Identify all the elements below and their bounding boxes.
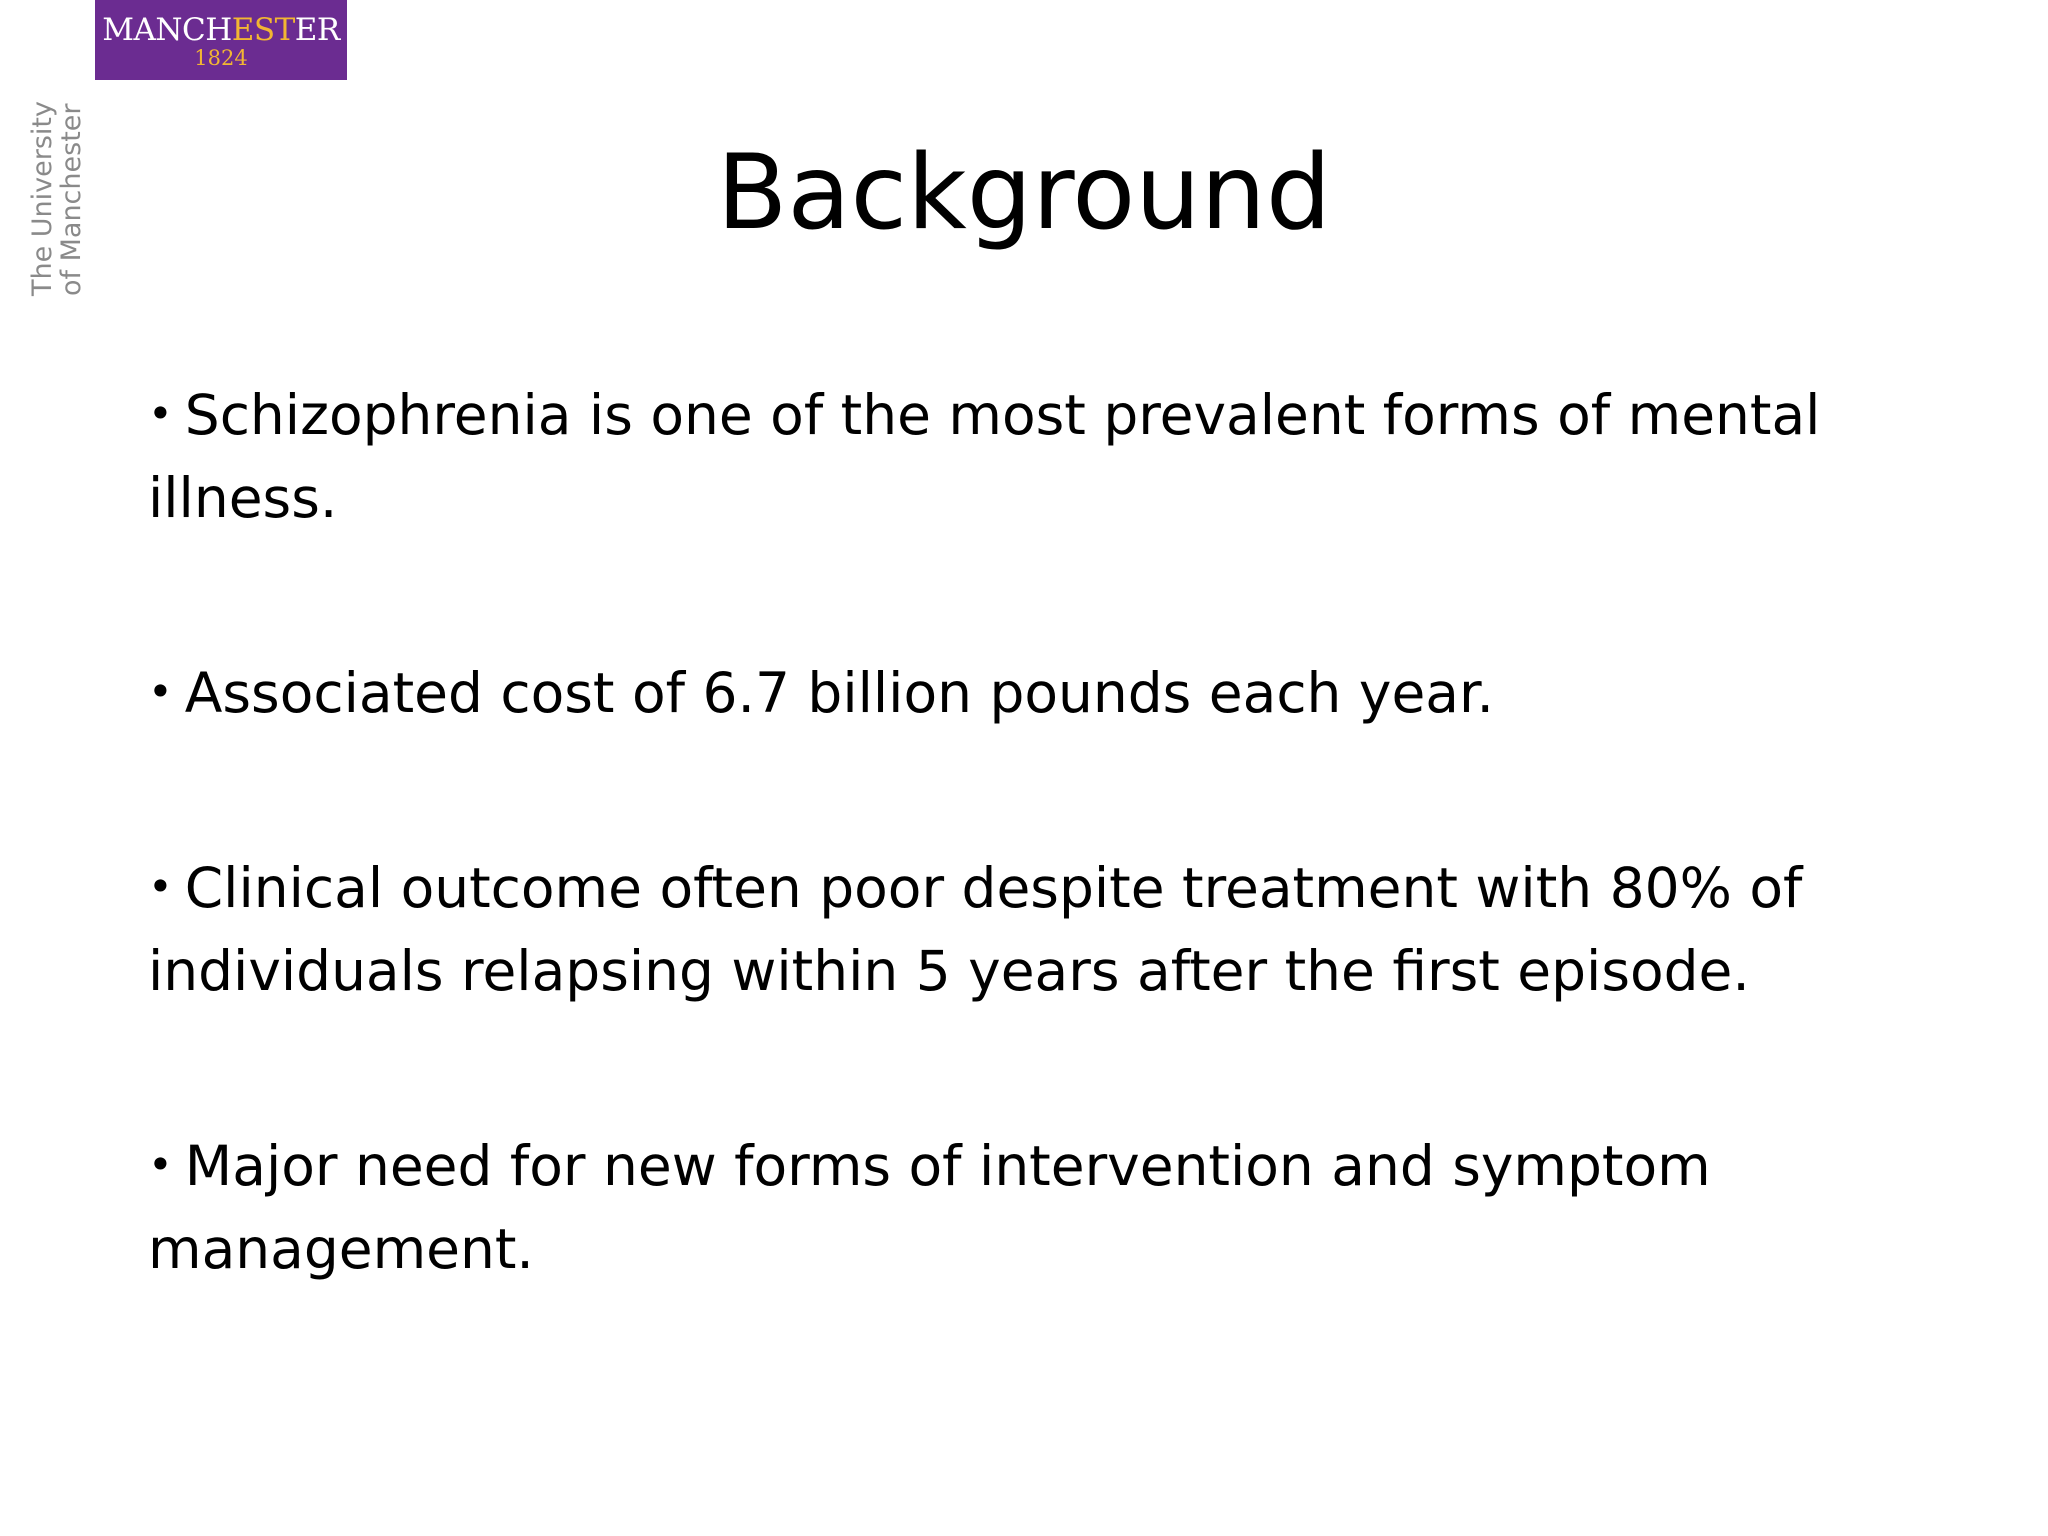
bullet-list <box>148 372 1868 1401</box>
slide-title: Background <box>716 133 1332 253</box>
bullet-text: Major need for new forms of intervention and symptom management. <box>148 1134 1711 1281</box>
bullet-text: Clinical outcome often poor despite treatment with 80% of individuals relapsing within 5 years after the first episode. <box>148 856 1803 1003</box>
bullet-icon: • <box>148 1140 173 1189</box>
institution-line-1: The University <box>27 101 58 296</box>
bullet-icon: • <box>148 389 173 438</box>
bullet-text: Schizophrenia is one of the most prevalent forms of mental illness. <box>148 383 1821 530</box>
institution-line-2: of Manchester <box>56 103 87 296</box>
bullet-icon: • <box>148 667 173 716</box>
bullet-item <box>148 372 1868 540</box>
bullet-text: Associated cost of 6.7 billion pounds each year. <box>184 661 1495 725</box>
university-logo <box>95 0 347 80</box>
logo-wordmark: MANCHESTER <box>102 12 340 48</box>
logo-year: 1824 <box>194 46 248 70</box>
bullet-item <box>148 650 1868 735</box>
bullet-item <box>148 845 1868 1013</box>
bullet-icon: • <box>148 862 173 911</box>
bullet-item <box>148 1123 1868 1291</box>
